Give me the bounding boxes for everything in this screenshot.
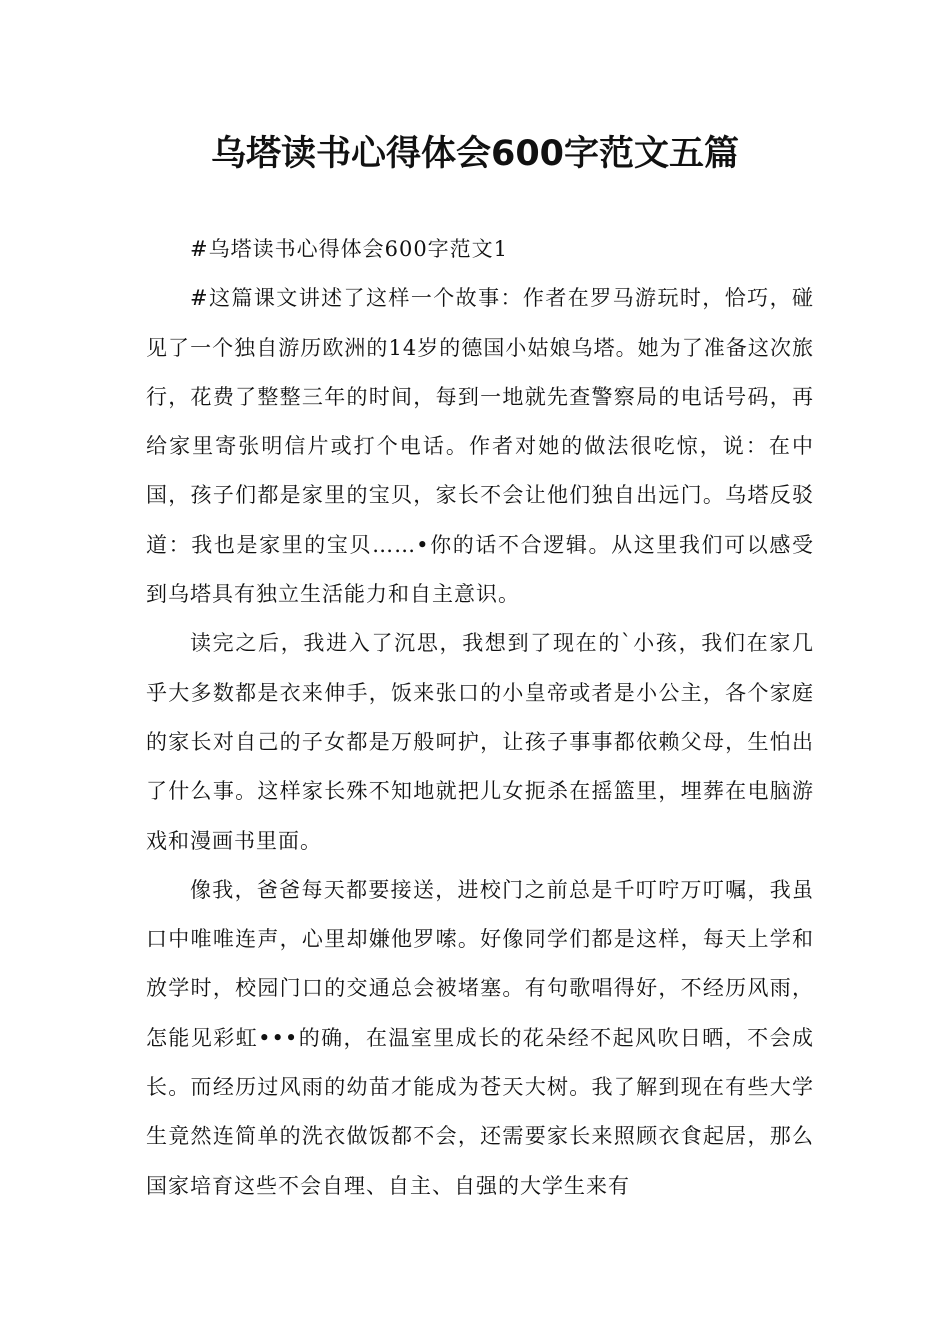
paragraph-2: 读完之后，我进入了沉思，我想到了现在的`小孩，我们在家几乎大多数都是衣来伸手，饭来张口的小皇帝或者是小公主，各个家庭的家长对自己的子女都是万般呵护，让孩子事事都依赖父母，生怕出了什么事。这样家长殊不知地就把儿女扼杀在摇篮里，埋葬在电脑游戏和漫画书里面。	[146, 631, 814, 853]
paragraph-1: #这篇课文讲述了这样一个故事：作者在罗马游玩时，恰巧，碰见了一个独自游历欧洲的14岁的德国小姑娘乌塔。她为了准备这次旅行，花费了整整三年的时间，每到一地就先查警察局的电话号码，再给家里寄张明信片或打个电话。作者对她的做法很吃惊，说：在中国，孩子们都是家里的宝贝，家长不会让他们独自出远门。乌塔反驳道：我也是家里的宝贝……•你的话不合逻辑。从这里我们可以感受到乌塔具有独立生活能力和自主意识。	[146, 286, 814, 607]
section-heading: #乌塔读书心得体会600字范文1	[190, 237, 509, 261]
paragraph-3: 像我，爸爸每天都要接送，进校门之前总是千叮咛万叮嘱，我虽口中唯唯连声，心里却嫌他罗嗦。好像同学们都是这样，每天上学和放学时，校园门口的交通总会被堵塞。有句歌唱得好，不经历风雨，怎能见彩虹•••的确，在温室里成长的花朵经不起风吹日晒，不会成长。而经历过风雨的幼苗才能成为苍天大树。我了解到现在有些大学生竟然连简单的洗衣做饭都不会，还需要家长来照顾衣食起居，那么国家培育这些不会自理、自主、自强的大学生来有	[146, 877, 814, 1198]
document-title: 乌塔读书心得体会600字范文五篇	[210, 134, 740, 174]
document-body	[146, 225, 814, 1211]
